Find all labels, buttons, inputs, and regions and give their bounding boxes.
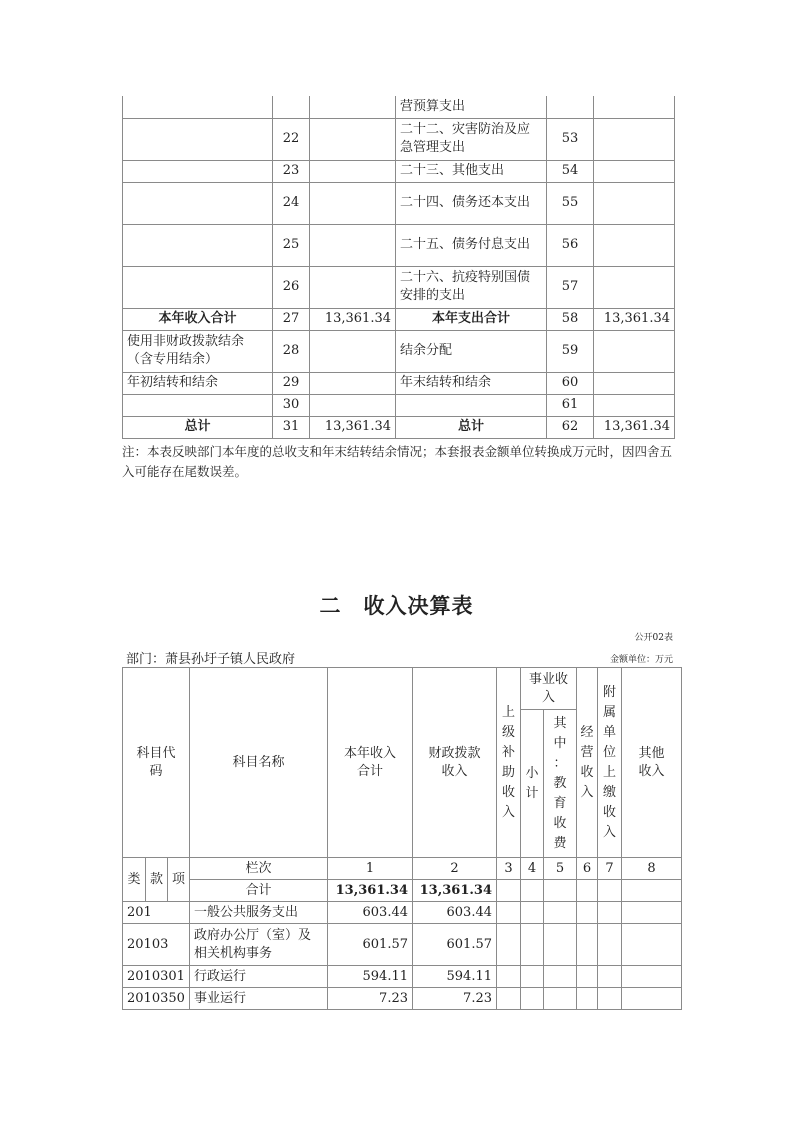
table-row: 2010350 事业运行 7.23 7.23 [123, 988, 682, 1010]
table-row-total: 合计 13,361.34 13,361.34 [123, 880, 682, 902]
header-total: 本年收入合计 [328, 668, 413, 858]
header-business: 事业收入 [521, 668, 577, 710]
header-upper: 上 级 补 助 收 入 [497, 668, 521, 858]
header-edu: 其 中 ： 教 育 收 费 [544, 710, 577, 858]
grand-total-label: 总计 [123, 416, 273, 438]
table-row: 本年收入合计 27 13,361.34 本年支出合计 58 13,361.34 [123, 308, 675, 330]
form-code: 公开02表 [634, 633, 673, 643]
table-row: 20103 政府办公厅（室）及相关机构事务 601.57 601.57 [123, 924, 682, 966]
header-other: 其他收入 [622, 668, 682, 858]
annual-expense-total-label: 本年支出合计 [396, 308, 547, 330]
table-row: 使用非财政拨款结余（含专用结余） 28 结余分配 59 [123, 330, 675, 372]
table-row: 22 二十二、灾害防治及应急管理支出 53 [123, 118, 675, 160]
unit-label: 金额单位：万元 [609, 655, 673, 665]
table-row: 26 二十六、抗疫特别国债安排的支出 57 [123, 266, 675, 308]
grand-total-label: 总计 [396, 416, 547, 438]
table-row: 24 二十四、债务还本支出 55 [123, 182, 675, 224]
table-row: 201 一般公共服务支出 603.44 603.44 [123, 902, 682, 924]
table-row: 30 61 [123, 394, 675, 416]
table-row-lanci: 类 款 项 栏次 1 2 3 4 5 6 7 8 [123, 858, 682, 880]
table-row: 总计 31 13,361.34 总计 62 13,361.34 [123, 416, 675, 438]
table-row: 2010301 行政运行 594.11 594.11 [123, 966, 682, 988]
header-fiscal: 财政拨款收入 [413, 668, 497, 858]
department-label: 部门：萧县孙圩子镇人民政府 [126, 652, 296, 667]
income-statement-table [122, 667, 682, 1010]
section-title: 二 收入决算表 [319, 594, 474, 618]
table-row: 营预算支出 [123, 96, 675, 118]
annual-income-total-label: 本年收入合计 [123, 308, 273, 330]
header-affiliate: 附 属 单 位 上 缴 收 入 [598, 668, 622, 858]
table-header-row [123, 668, 682, 710]
table-row: 年初结转和结余 29 年末结转和结余 60 [123, 372, 675, 394]
table-row: 23 二十三、其他支出 54 [123, 160, 675, 182]
footnote: 注：本表反映部门本年度的总收支和年末结转结余情况；本套报表金额单位转换成万元时，因四舍五入可能存在尾数误差。 [122, 444, 673, 479]
header-name: 科目名称 [190, 668, 328, 858]
header-subtotal: 小 计 [521, 710, 544, 858]
table-row: 25 二十五、债务付息支出 56 [123, 224, 675, 266]
header-operating: 经 营 收 入 [577, 668, 598, 858]
budget-summary-table [122, 96, 675, 439]
header-code: 科目代码 [123, 668, 190, 858]
